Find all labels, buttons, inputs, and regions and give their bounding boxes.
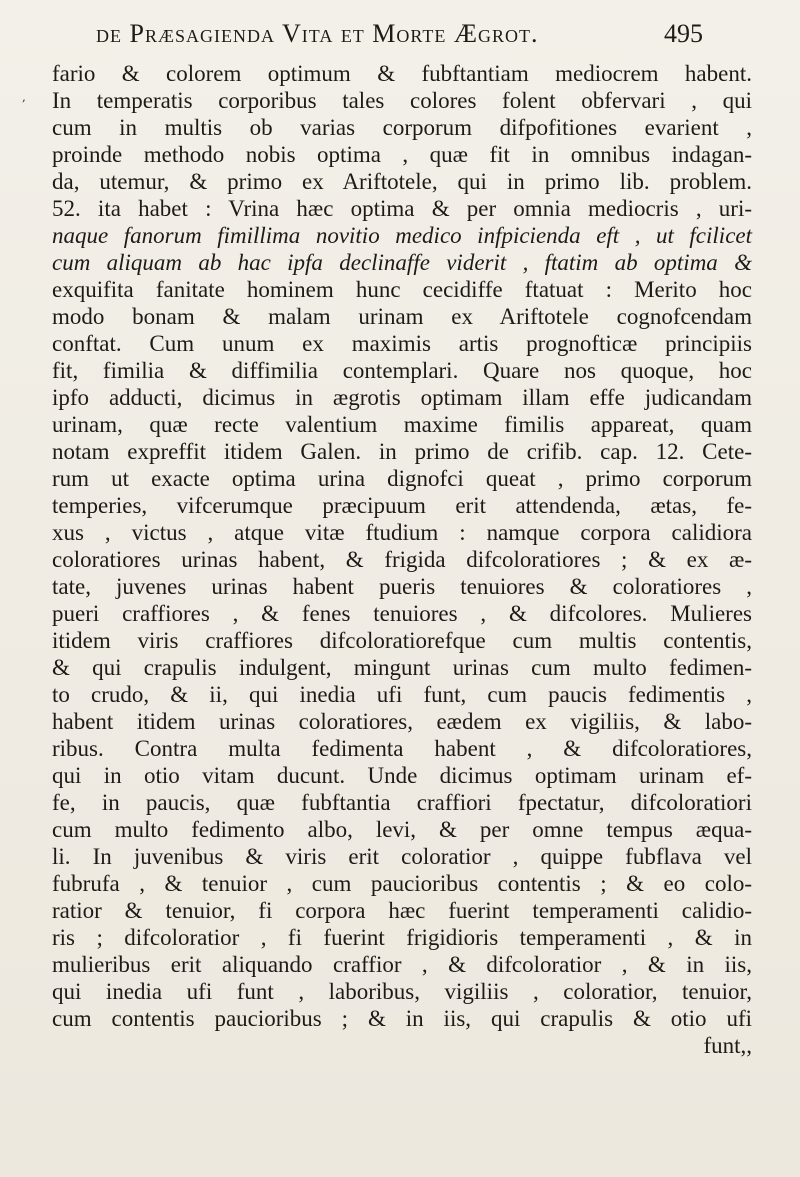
text-line: pueri craffiores , & fenes tenuiores , & difcolores. Mulieres [52,601,752,626]
text-line: qui in otio vitam ducunt. Unde dicimus optimam urinam ef- [52,763,752,788]
running-head: de Præsagienda Vita et Morte Ægrot. [96,19,539,48]
text-line-quotation: cum aliquam ab hac ipfa declinaffe viderit , ftatim ab optima & [52,250,752,275]
text-line: conftat. Cum unum ex maximis artis prognofticæ principiis [52,331,752,356]
text-line-catchword: funt,, [703,1033,752,1058]
text-line: In temperatis corporibus tales colores folent obfervari , qui [52,88,752,113]
text-line: rum ut exacte optima urina dignofci queat , primo corporum [52,466,752,491]
text-line: cum contentis paucioribus ; & in iis, qui crapulis & otio ufi [52,1006,752,1031]
text-line: 52. ita habet : Vrina hæc optima & per omnia mediocris , uri- [52,196,752,221]
text-line: ris ; difcoloratior , fi fuerint frigidioris temperamenti , & in [52,925,752,950]
text-line: proinde methodo nobis optima , quæ fit in omnibus indagan- [52,142,752,167]
text-line: mulieribus erit aliquando craffior , & difcoloratior , & in iis, [52,952,752,977]
text-line: tate, juvenes urinas habent pueris tenuiores & coloratiores , [52,574,752,599]
text-line: cum multo fedimento albo, levi, & per omne tempus æqua- [52,817,752,842]
text-line: da, utemur, & primo ex Ariftotele, qui in primo lib. problem. [52,169,752,194]
text-line: to crudo, & ii, qui inedia ufi funt, cum paucis fedimentis , [52,682,752,707]
text-line: qui inedia ufi funt , laboribus, vigiliis , coloratior, tenuior, [52,979,752,1004]
text-line: cum in multis ob varias corporum difpofitiones evarient , [52,115,752,140]
margin-mark: , [22,90,26,104]
text-line: li. In juvenibus & viris erit coloratior , quippe fubflava vel [52,844,752,869]
text-line: ipfo adducti, dicimus in ægrotis optimam illam effe judicandam [52,385,752,410]
text-line: ribus. Contra multa fedimenta habent , & difcoloratiores, [52,736,752,761]
text-line: modo bonam & malam urinam ex Ariftotele cognofcendam [52,304,752,329]
text-line: temperies, vifcerumque præcipuum erit attendenda, ætas, fe- [52,493,752,518]
text-line: ratior & tenuior, fi corpora hæc fuerint temperamenti calidio- [52,898,752,923]
text-line: urinam, quæ recte valentium maxime fimilis appareat, quam [52,412,752,437]
text-line: habent itidem urinas coloratiores, eædem ex vigiliis, & labo- [52,709,752,734]
text-line: fubrufa , & tenuior , cum paucioribus contentis ; & eo colo- [52,871,752,896]
text-line: exquifita fanitate hominem hunc cecidiffe ftatuat : Merito hoc [52,277,752,302]
text-line: itidem viris craffiores difcoloratiorefque cum multis contentis, [52,628,752,653]
text-line: xus , victus , atque vitæ ftudium : namque corpora calidiora [52,520,752,545]
body-text [52,60,752,1059]
text-line: fario & colorem optimum & fubftantiam mediocrem habent. [52,61,752,86]
text-line: & qui crapulis indulgent, mingunt urinas cum multo fedimen- [52,655,752,680]
text-line: notam expreffit itidem Galen. in primo de crifib. cap. 12. Cete- [52,439,752,464]
text-line: coloratiores urinas habent, & frigida difcoloratiores ; & ex æ- [52,547,752,572]
page-number: 495 [664,19,703,48]
text-line: fe, in paucis, quæ fubftantia craffiori fpectatur, difcoloratiori [52,790,752,815]
text-line: fit, fimilia & diffimilia contemplari. Quare nos quoque, hoc [52,358,752,383]
text-line-quotation: naque fanorum fimillima novitio medico infpicienda eft , ut fcilicet [52,223,752,248]
